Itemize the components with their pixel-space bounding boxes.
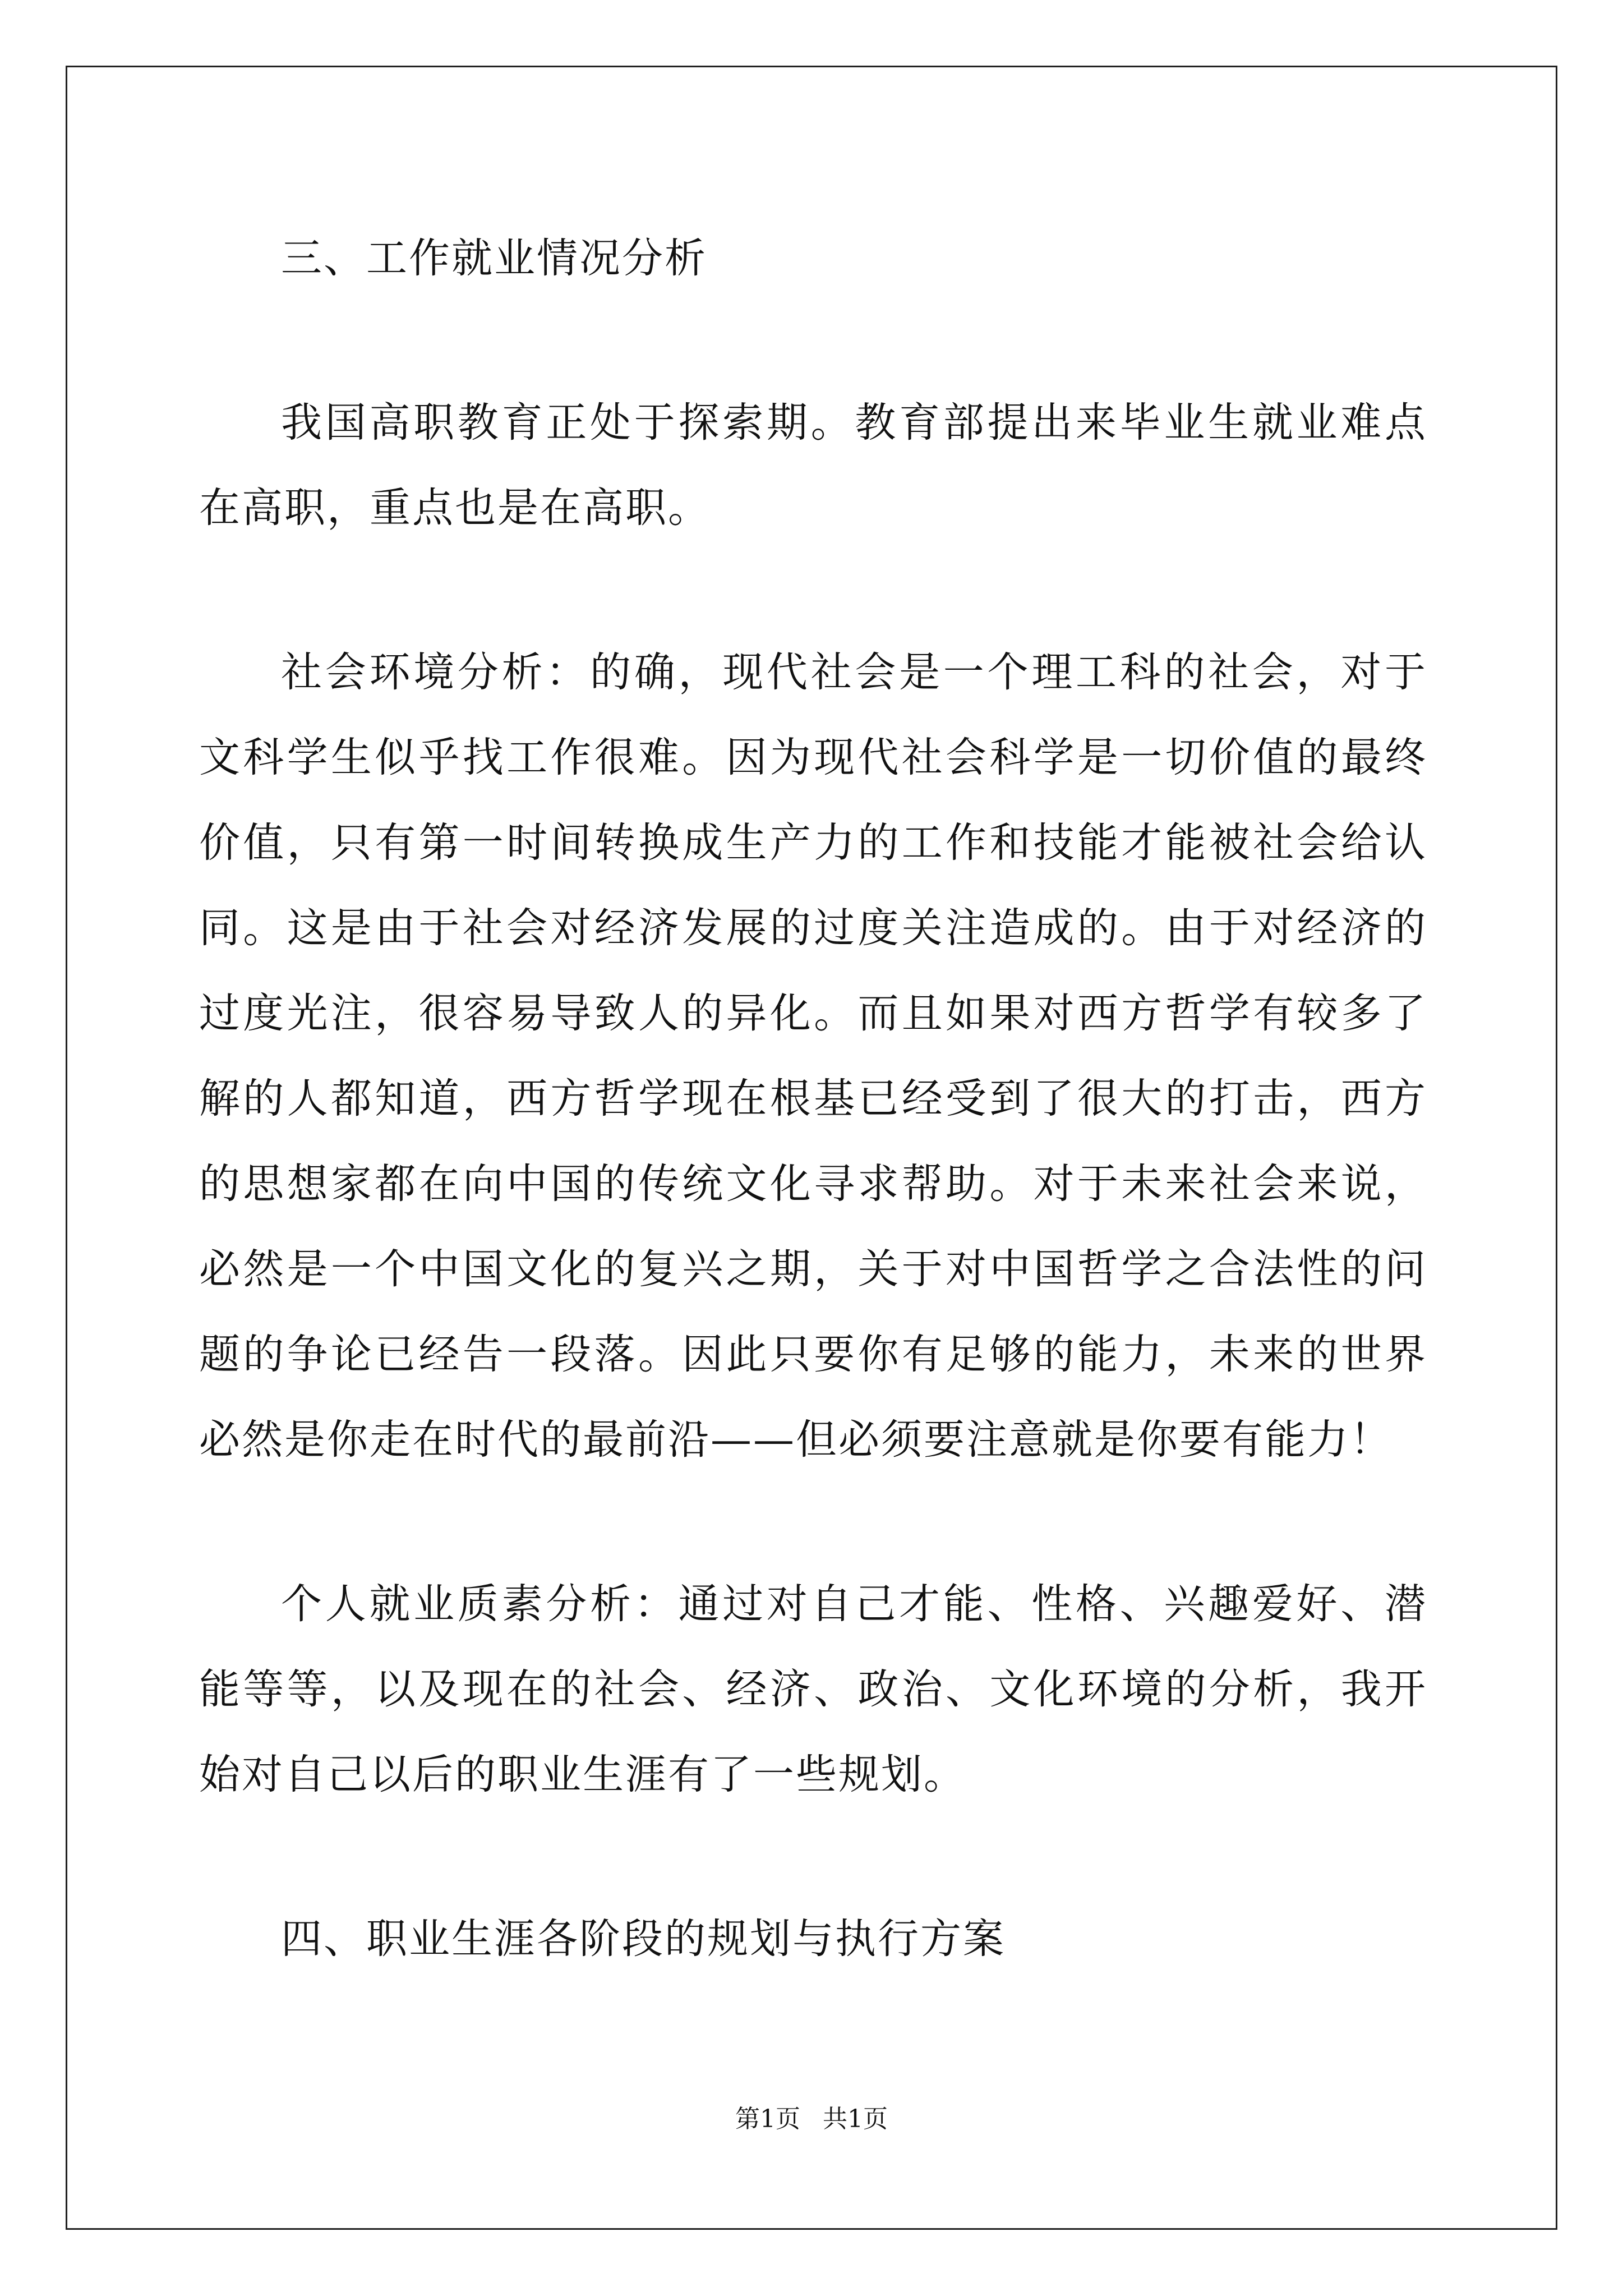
document-body [199,216,1427,2061]
paragraph-social-environment-analysis: 社会环境分析：的确，现代社会是一个理工科的社会，对于文科学生似乎找工作很难。因为现代社会科学是一切价值的最终价值，只有第一时间转换成生产力的工作和技能才能被社会给认同。这是由于社会对经济发展的过度关注造成的。由于对经济的过度光注，很容易导致人的异化。而且如果对西方哲学有较多了解的人都知道，西方哲学现在根基已经受到了很大的打击，西方的思想家都在向中国的传统文化寻求帮助。对于未来社会来说，必然是一个中国文化的复兴之期，关于对中国哲学之合法性的问题的争论已经告一段落。因此只要你有足够的能力，未来的世界必然是你走在时代的最前沿——但必须要注意就是你要有能力！ [199,648,1427,1464]
paragraph-personal-employment-analysis: 个人就业质素分析：通过对自己才能、性格、兴趣爱好、潜能等等，以及现在的社会、经济、政治、文化环境的分析，我开始对自己以后的职业生涯有了一些规划。 [199,1580,1427,1798]
page-footer [0,2102,1623,2136]
paragraph-higher-vocational-education: 我国高职教育正处于探索期。教育部提出来毕业生就业难点在高职，重点也是在高职。 [199,399,1427,532]
section-heading-3: 三、工作就业情况分析 [281,234,707,282]
page-number-total: 共1页 [823,2105,888,2133]
page-number-current: 第1页 [735,2105,800,2133]
section-heading-4: 四、职业生涯各阶段的规划与执行方案 [281,1915,1006,1963]
